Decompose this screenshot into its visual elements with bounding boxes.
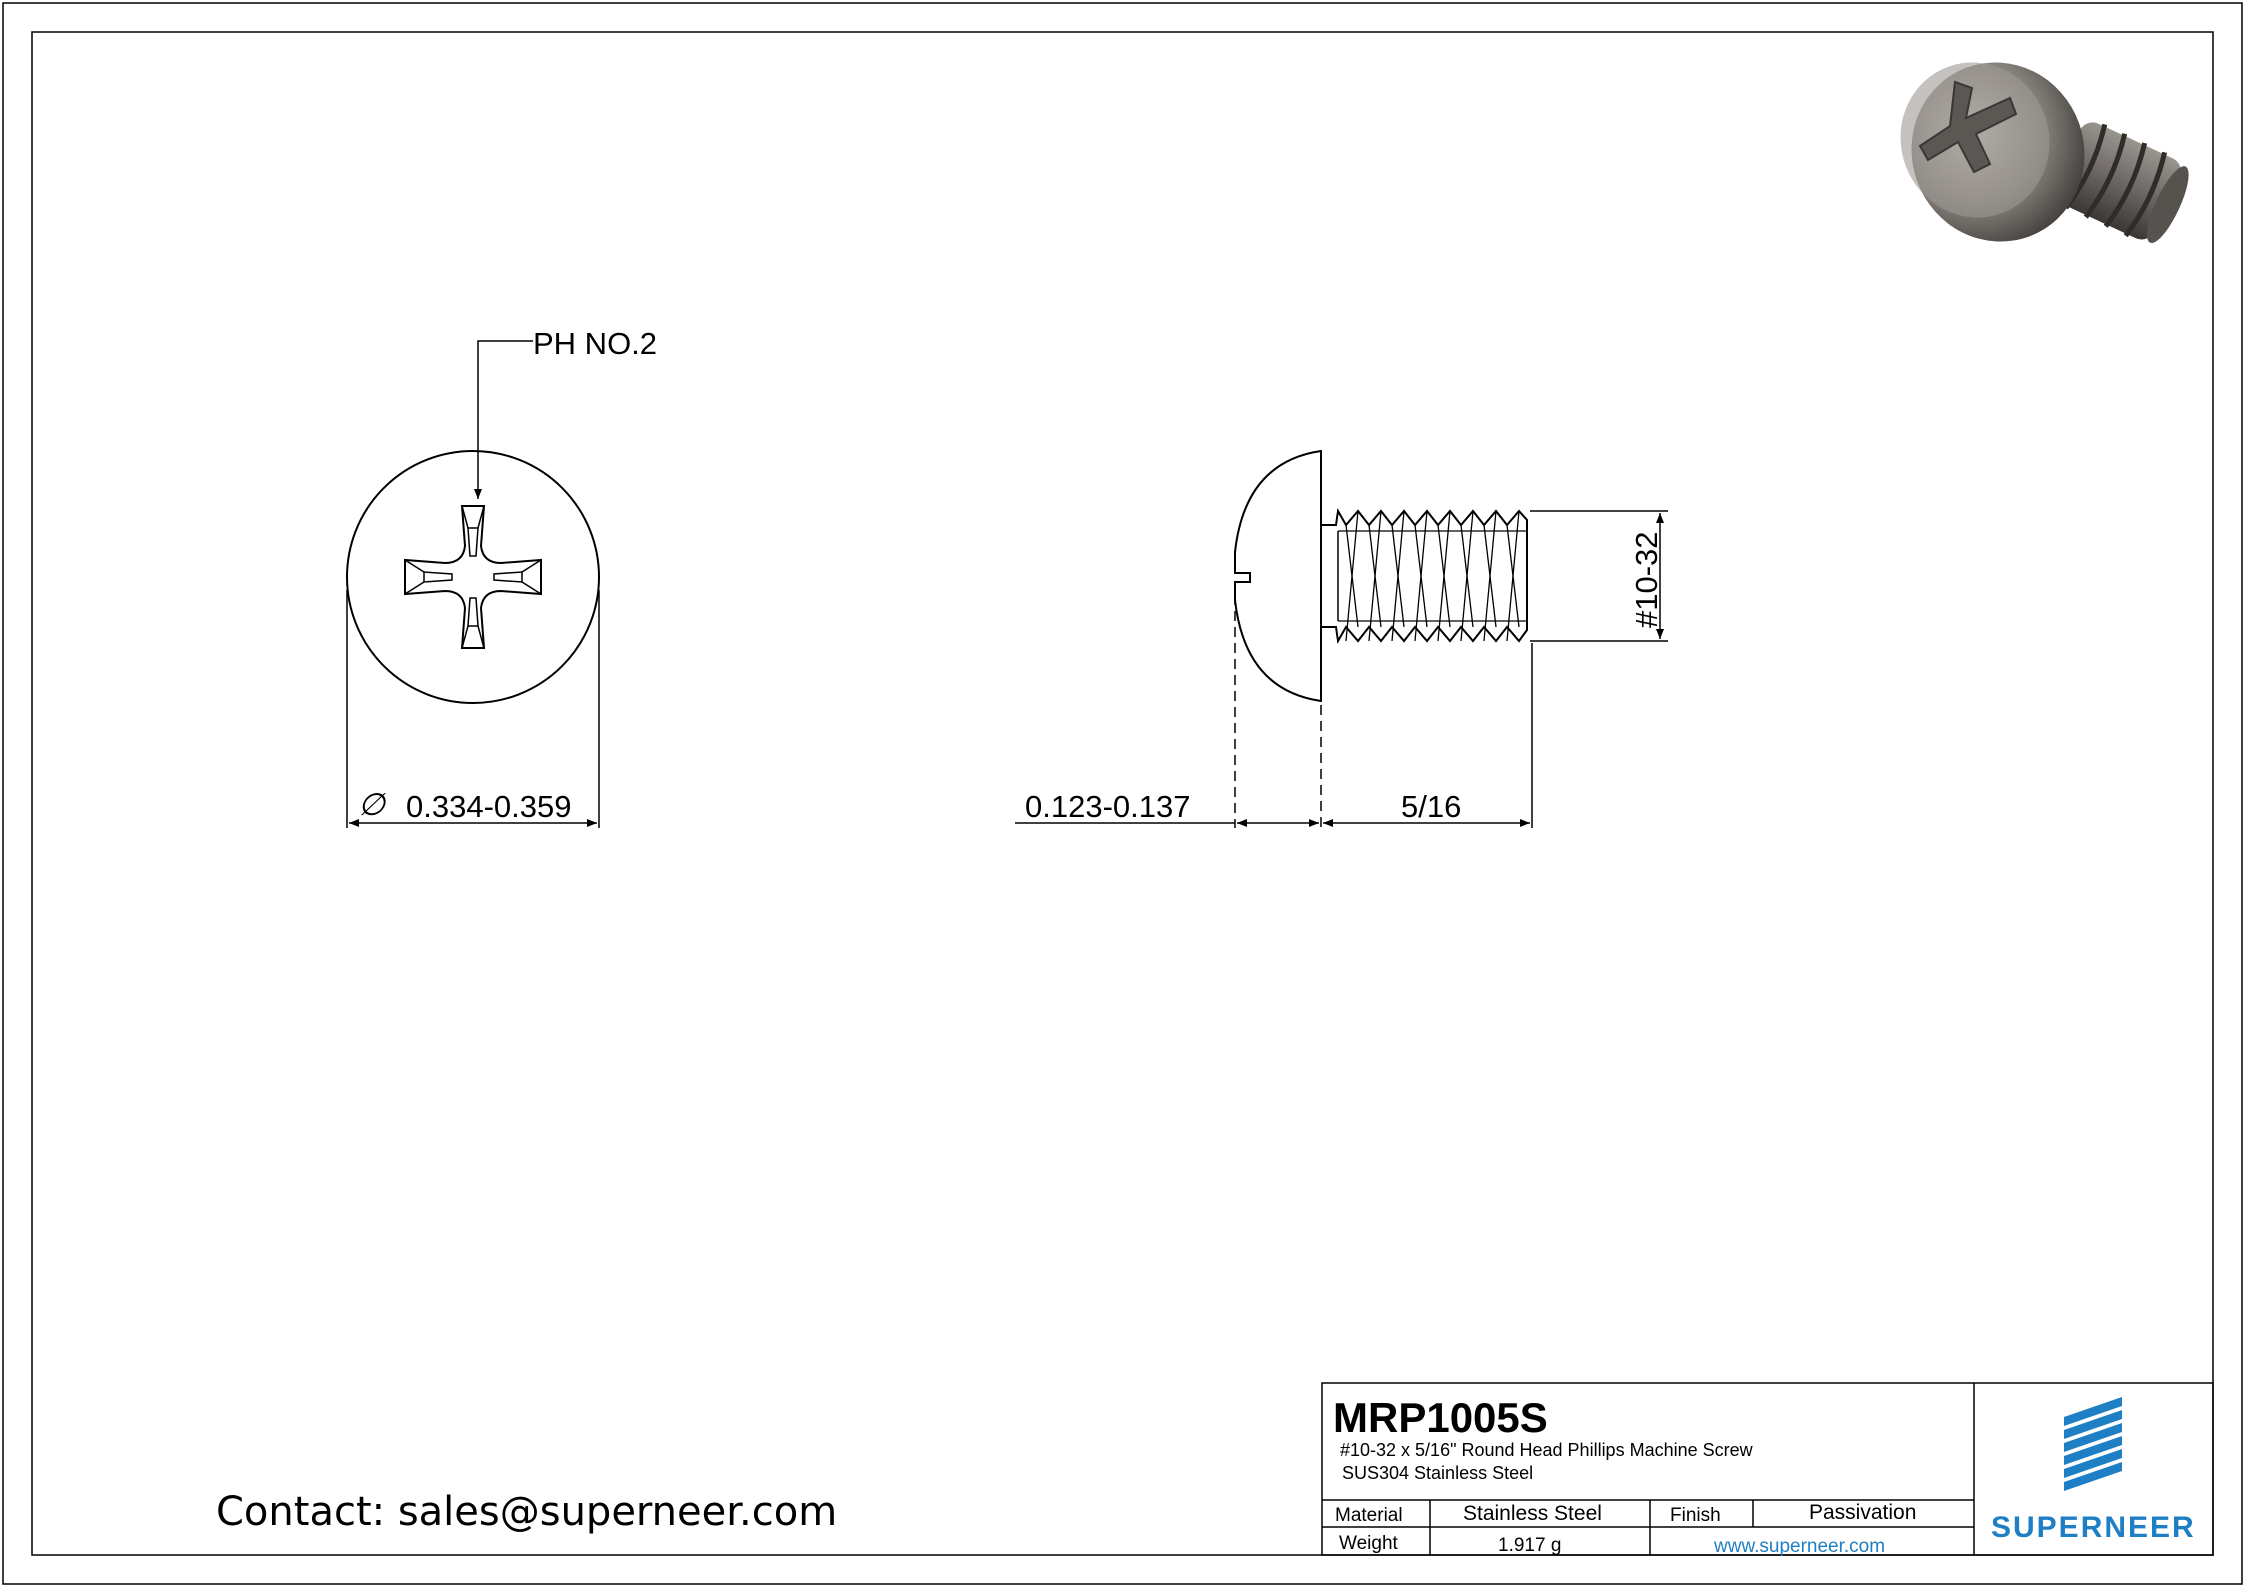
part-number: MRP1005S	[1333, 1394, 1548, 1441]
contact-text: Contact: sales@superneer.com	[216, 1489, 838, 1535]
screw-head-profile	[1235, 451, 1321, 701]
part-description: #10-32 x 5/16" Round Head Phillips Machine Screw	[1340, 1440, 1753, 1460]
drive-callout: PH NO.2	[533, 326, 658, 361]
brand-name: SUPERNEER	[1991, 1511, 2196, 1544]
material-value: Stainless Steel	[1463, 1502, 1602, 1525]
website-link[interactable]: www.superneer.com	[1714, 1536, 1886, 1557]
weight-label: Weight	[1339, 1533, 1398, 1554]
drive-leader	[478, 341, 533, 499]
screw-render-image	[1879, 38, 2198, 266]
side-view	[1015, 451, 1668, 828]
head-circle	[347, 451, 599, 703]
superneer-logo-icon	[2064, 1397, 2122, 1491]
finish-label: Finish	[1670, 1505, 1721, 1526]
length-value: 5/16	[1401, 789, 1462, 824]
finish-value: Passivation	[1809, 1501, 1917, 1524]
diameter-symbol: ∅	[358, 787, 386, 822]
weight-value: 1.917 g	[1498, 1535, 1562, 1556]
thread-value: #10-32	[1629, 531, 1664, 628]
head-height-value: 0.123-0.137	[1025, 789, 1191, 824]
head-diameter-value: 0.334-0.359	[406, 789, 572, 824]
top-view	[347, 341, 599, 828]
part-material-description: SUS304 Stainless Steel	[1342, 1463, 1534, 1483]
material-label: Material	[1335, 1505, 1403, 1526]
